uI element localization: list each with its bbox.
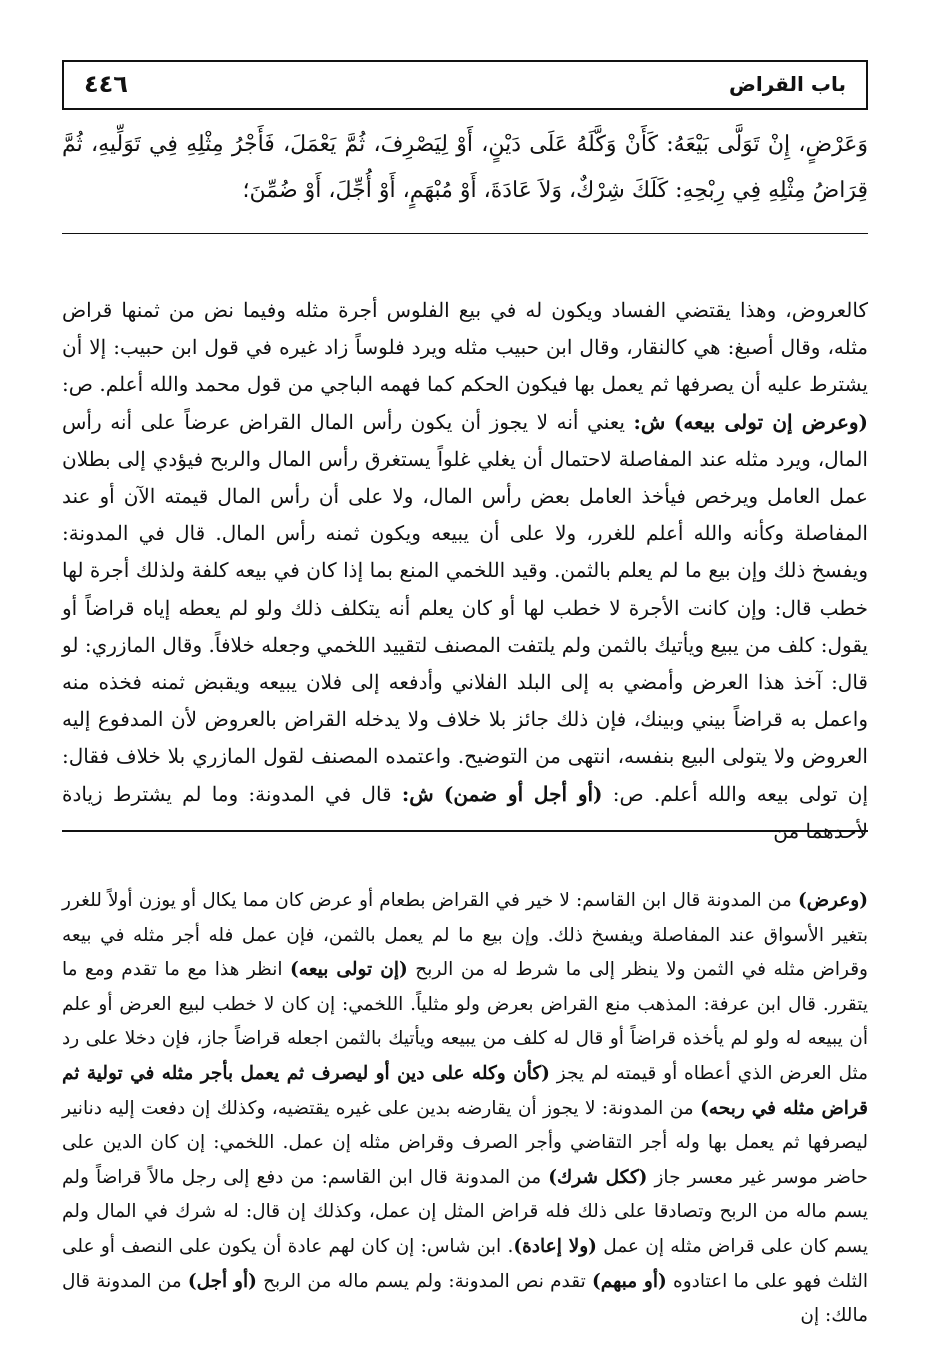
book-page (62, 48, 868, 1338)
footnote-quote: (ككل شرك) (548, 1166, 648, 1188)
footnote-quote: (إن تولى بيعه) (290, 959, 408, 981)
footnote-text: من المدونة: لا يجوز أن يقارضه بدين على غيره يقتضيه، وكذلك إن دفعت إليه دنانير ليصرفها ثم يعمل بها وله أجر التقاضي وأجر الصرف وقراض مثله إن عمل. اللخمي: إن كان الدين على حاضر موسر غير معسر جاز (62, 1097, 868, 1188)
sad-marker-1: ص: (62, 372, 93, 397)
footnote-quote: (ولا إعادة) (513, 1235, 597, 1257)
sharh-text-1: كالعروض، وهذا يقتضي الفساد ويكون له في بيع الفلوس أجرة مثله وفيما نض من ثمنها قراض مثله، وقال أصبغ: هي كالنقار، وقال ابن حبيب مثله ويرد فلوساً زاد غيره في قول ابن حبيب: إلا أن يشترط عليه أن يصرفها ثم يعمل بها فيكون الحكم كما فهمه الباجي من قول محمد والله أعلم. (62, 298, 868, 397)
footnote-text: من المدونة قال مالك: إن (62, 1270, 868, 1327)
footnote-text: . ابن شاس: إن كان لهم عادة أن يكون على النصف أو على الثلث فهو على ما اعتادوه (62, 1235, 868, 1292)
footnote-quote: (وعرض) (797, 890, 868, 911)
chapter-title: باب القراض (728, 72, 846, 96)
shin-marker-1: ش: (633, 409, 666, 434)
footnote-text: من المدونة قال ابن القاسم: من دفع إلى رجل مالاً قراضاً ولم يسم ماله من الربح وتصادقا على ذلك فله قراض المثل إن عمل، وكذلك إن قال: له شرك في المال ولم يسم كان على قراض مثله إن عمل (62, 1166, 868, 1257)
footnote-text: انظر هذا مع ما تقدم ومع ما يتقرر. قال ابن عرفة: المذهب منع القراض بعرض ولو مثلياً. اللخمي: إن كان لا خطب لبيع العرض أو علم أن يبيعه له ولو لم يأخذه قراضاً أو قال له كلف من يبيعه ويأتيك بالثمن اجعله قراضاً جاز، فإن دخلا على رد مثل العرض الذي أعطاه أو قيمته لم يجز (62, 959, 868, 1084)
shin-marker-2: ش: (401, 781, 434, 806)
footnote-quote: (أو أجل) (187, 1270, 257, 1292)
matn-divider (62, 233, 868, 234)
footnote-text: تقدم نص المدونة: ولم يسم ماله من الربح (263, 1270, 586, 1292)
page-header (62, 60, 868, 110)
sharh-quote-2: (أو أجل أو ضمن) (443, 781, 603, 806)
footnote-quote: (كأن وكله على دين أو ليصرف ثم يعمل بأجر مثله في تولية ثم قراض مثله في ربحه) (62, 1062, 868, 1119)
footnotes-section (62, 884, 868, 1334)
sharh-text-3: قال في المدونة: وما لم يشترط زيادة لأحدهما من (62, 781, 868, 843)
sharh-text-2: يعني أنه لا يجوز أن يكون رأس المال القراض عرضاً على أنه رأس المال، ويرد مثله عند المفاصلة لاحتمال أن يغلي غلواً يستغرق رأس المال والربح فيؤدي إلى بطلان عمل العامل ويرخص فيأخذ العامل بعض رأس المال، ولا على أن رأس المال قيمته الآن أو عند المفاصلة وكأنه والله أعلم للغرر، ولا على أن يبيعه ويكون ثمنه رأس المال. قال في المدونة: ويفسخ ذلك وإن بيع ما لم يعلم بالثمن. وقيد اللخمي المنع بما إذا كان في بيعه كلفة ولذلك أجرة لها خطب قال: وإن كانت الأجرة لا خطب لها أو كان يعلم أنه يتكلف ذلك ولو لم يعطه إياه قراضاً أو يقول: كلف من يبيع ويأتيك بالثمن ولم يلتفت المصنف لتقييد اللخمي وجعله خلافاً. وقال المازري: لو قال: آخذ هذا العرض وأمضي به إلى البلد الفلاني وأدفعه إلى فلان يبيعه ويقبض ثمنه فخذه منه واعمل به قراضاً بيني وبينك، فإن ذلك جائز بلا خلاف ولا يدخله القراض بالعروض لأن المدفوع إليه العروض ولا يتولى البيع بنفسه، انتهى من التوضيح. واعتمده المصنف لقول المازري بلا خلاف فقال: إن تولى بيعه والله أعلم. (62, 409, 869, 806)
footnote-divider (62, 830, 868, 832)
footnote-paragraph (62, 884, 868, 1334)
sharh-paragraph (62, 292, 868, 850)
sharh-text (62, 292, 868, 850)
matn-paragraph: وَعَرْضٍ، إِنْ تَوَلَّى بَيْعَهُ: كَأَنْ وَكَّلَهُ عَلَى دَيْنٍ، أَوْ لِيَصْرِفَ، ثُمَّ يَعْمَلَ، فَأَجْرُ مِثْلِهِ فِي تَوَلِّيهِ، ثُمَّ قِرَاضُ مِثْلِهِ فِي رِبْحِهِ: كَلَكَ شِرْكٌ، وَلاَ عَادَةَ، أَوْ مُبْهَمٍ، أَوْ أُجِّلَ، أَوْ ضُمِّنَ؛ (62, 132, 868, 203)
sad-marker-2: ص: (612, 781, 644, 806)
footnote-quote: (أو مبهم) (592, 1270, 667, 1292)
footnote-text: من المدونة قال ابن القاسم: لا خير في القراض بطعام أو عرض كان مما يكال أو يوزن أولاً للغرر بتغير الأسواق عند المفاصلة ويفسخ ذلك. وإن بيع ما لم يعمل بالثمن، فإن عمل فله أجر مثله في بيعه وقراض مثله في الثمن ولا ينظر إلى ما شرط له من الربح (62, 890, 868, 981)
sharh-quote-1: (وعرض إن تولى بيعه) (673, 409, 868, 434)
page-number: ٤٤٦ (84, 70, 128, 98)
matn-text (62, 122, 868, 214)
